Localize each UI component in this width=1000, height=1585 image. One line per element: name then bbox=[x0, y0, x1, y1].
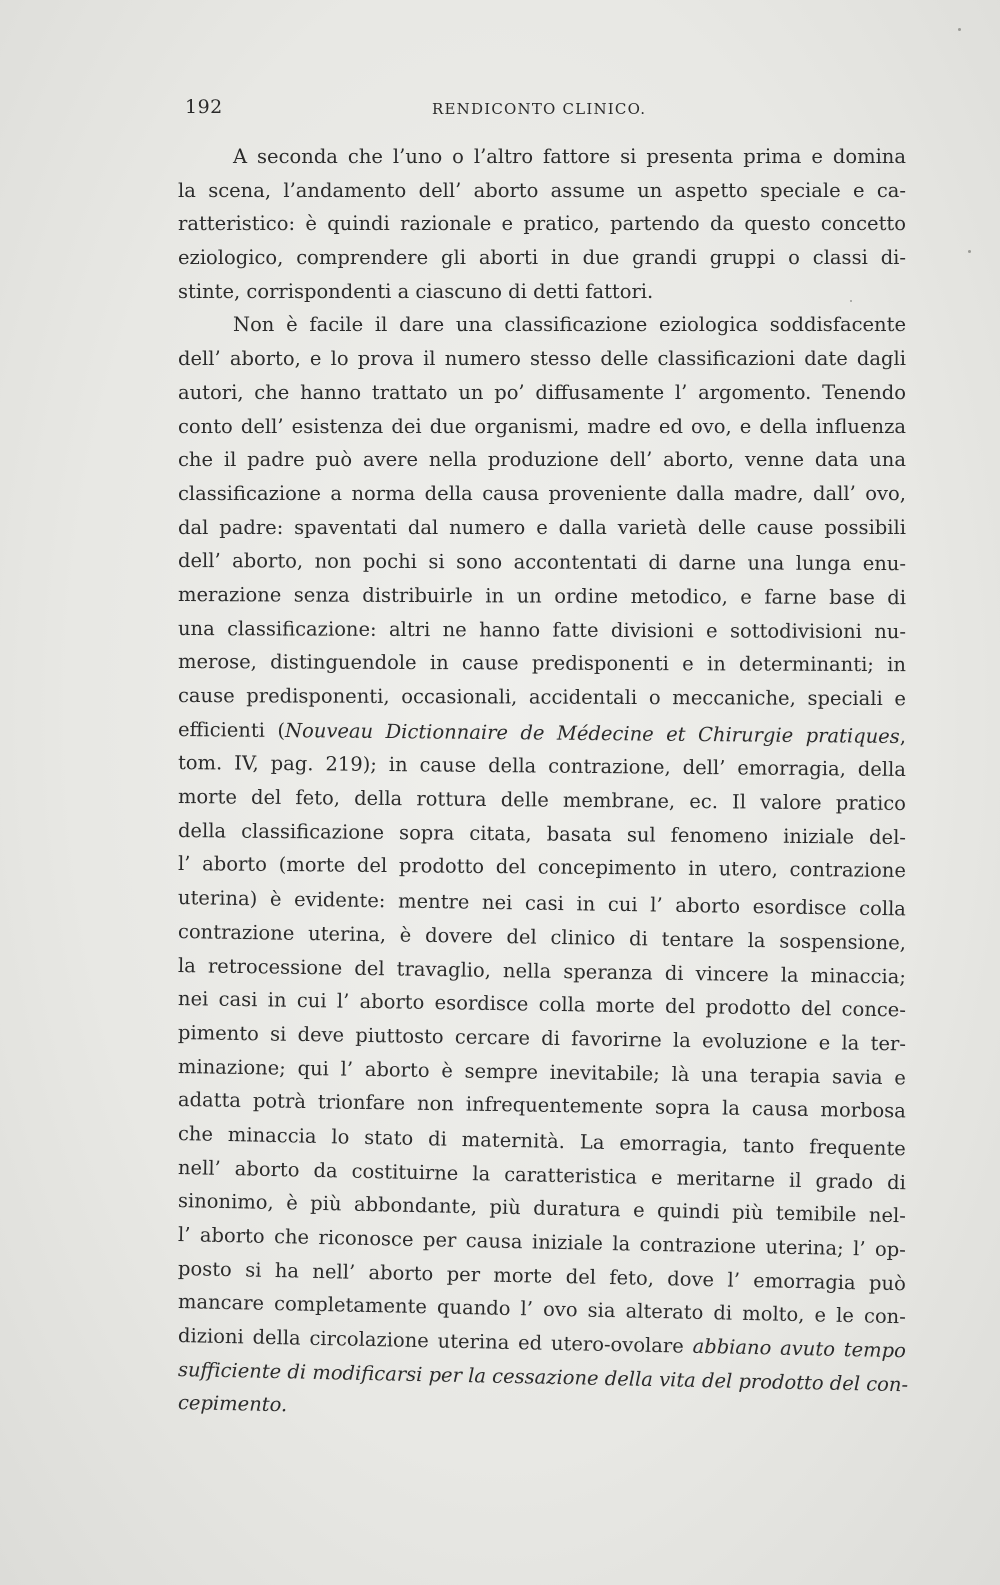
text-line: sufficiente di modificarsi per la cessazione della vita del prodotto del con- bbox=[177, 1357, 909, 1397]
citation-title: Nouveau Dictionnaire de Médecine et Chirurgie pratiques bbox=[284, 718, 900, 748]
text-run: efficienti ( bbox=[177, 717, 286, 742]
text-line: la scena, l’andamento dell’ aborto assume un aspetto speciale e ca- bbox=[178, 178, 906, 202]
text-line: l’ aborto (morte del prodotto del concepimento in utero, contrazione bbox=[177, 852, 907, 883]
text-line: che il padre può avere nella produzione dell’ aborto, venne data una bbox=[178, 448, 906, 472]
text-run: , bbox=[899, 724, 907, 748]
text-line: uterina) è evidente: mentre nei casi in cui l’ aborto esordisce colla bbox=[177, 886, 907, 921]
text-line: conto dell’ esistenza dei due organismi, madre ed ovo, e della influenza bbox=[178, 414, 906, 438]
text-line: morte del feto, della rottura delle membrane, ec. Il valore pratico bbox=[177, 785, 907, 816]
text-line: minazione; qui l’ aborto è sempre inevitabile; là una terapia savia e bbox=[177, 1054, 907, 1089]
body-text bbox=[177, 140, 909, 1420]
text-line: pimento si deve piuttosto cercare di favorirne la evoluzione e la ter- bbox=[177, 1020, 907, 1056]
text-line: ratteristico: è quindi razionale e pratico, partendo da questo concetto bbox=[178, 212, 906, 236]
text-line: tom. IV, pag. 219); in cause della contrazione, dell’ emorragia, della bbox=[177, 751, 907, 782]
text-line: mancare completamente quando l’ ovo sia alterato di molto, e le con- bbox=[177, 1290, 907, 1329]
text-line: stinte, corrispondenti a ciascuno di detti fattori. bbox=[178, 279, 654, 303]
text-line: nei casi in cui l’ aborto esordisce colla morte del prodotto del conce- bbox=[177, 987, 907, 1022]
text-line: che minaccia lo stato di maternità. La emorragia, tanto frequente bbox=[177, 1121, 907, 1161]
page-number: 192 bbox=[185, 96, 223, 118]
text-line: merazione senza distribuirle in un ordine metodico, e farne base di bbox=[177, 582, 907, 610]
text-line: posto si ha nell’ aborto per morte del feto, dove l’ emorragia può bbox=[177, 1256, 907, 1295]
paper-speck bbox=[958, 28, 961, 31]
text-line: eziologico, comprendere gli aborti in due grandi gruppi o classi di- bbox=[178, 246, 906, 270]
text-line: contrazione uterina, è dovere del clinico di tentare la sospensione, bbox=[177, 919, 907, 955]
text-line: la retrocessione del travaglio, nella speranza di vincere la minaccia; bbox=[177, 953, 907, 988]
text-run: dizioni della circolazione uterina ed utero-ovolare bbox=[177, 1324, 693, 1358]
text-line: cause predisponenti, occasionali, accidentali o meccaniche, speciali e bbox=[177, 684, 907, 711]
text-line: della classificazione sopra citata, basata sul fenomeno iniziale del- bbox=[177, 818, 907, 849]
text-line: dell’ aborto, e lo prova il numero stesso delle classificazioni date dagli bbox=[178, 347, 906, 371]
running-title: RENDICONTO CLINICO. bbox=[432, 100, 647, 118]
text-line: nell’ aborto da costituirne la caratteristica e meritarne il grado di bbox=[177, 1155, 907, 1194]
text-line: Non è facile il dare una classificazione eziologica soddisfacente bbox=[233, 313, 906, 337]
text-line: dell’ aborto, non pochi si sono accontentati di darne una lunga enu- bbox=[177, 549, 907, 576]
text-line: una classificazione: altri ne hanno fatte divisioni e sottodivisioni nu- bbox=[177, 616, 907, 643]
text-line: dal padre: spaventati dal numero e dalla varietà delle cause possibili bbox=[178, 515, 906, 539]
text-line: l’ aborto che riconosce per causa iniziale la contrazione uterina; l’ op- bbox=[177, 1223, 907, 1262]
text-line: autori, che hanno trattato un po’ diffusamente l’ argomento. Tenendo bbox=[178, 380, 906, 404]
text-line: classificazione a norma della causa proveniente dalla madre, dall’ ovo, bbox=[178, 481, 906, 505]
text-line: cepimento. bbox=[177, 1391, 288, 1417]
text-line: merose, distinguendole in cause predisponenti e in determinanti; in bbox=[177, 650, 907, 677]
text-line: A seconda che l’uno o l’altro fattore si presenta prima e domina bbox=[233, 145, 906, 168]
italic-run: abbiano avuto tempo bbox=[692, 1334, 907, 1363]
text-line: sinonimo, è più abbondante, più duratura e quindi più temibile nel- bbox=[177, 1189, 907, 1228]
paper-speck bbox=[968, 250, 971, 253]
text-line: adatta potrà trionfare non infrequentemente sopra la causa morbosa bbox=[177, 1088, 907, 1123]
